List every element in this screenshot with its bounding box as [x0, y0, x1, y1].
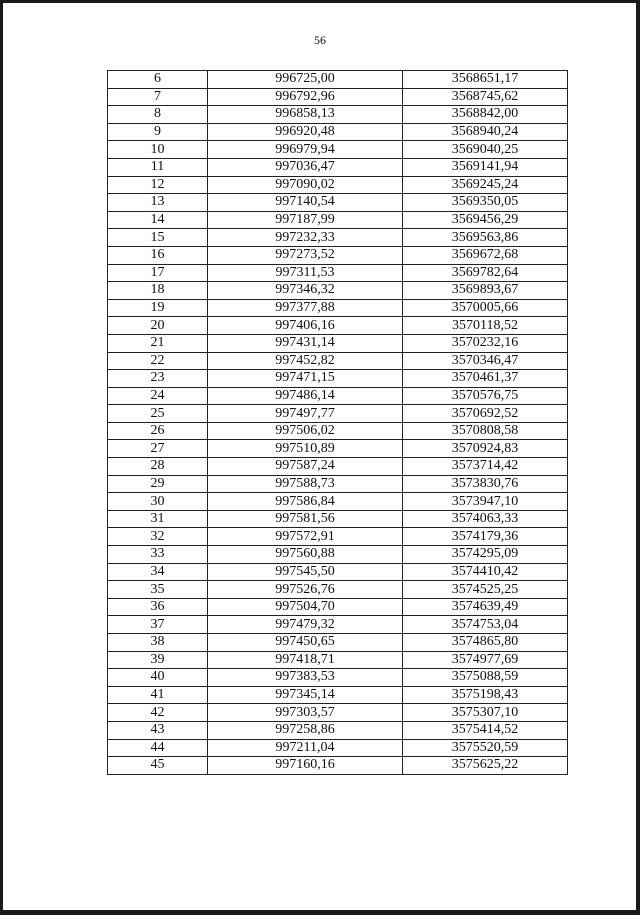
point-number-cell: 18 — [108, 282, 208, 300]
point-number-cell: 25 — [108, 405, 208, 423]
table-row — [108, 510, 568, 528]
y-coordinate-cell: 3569350,05 — [403, 194, 568, 212]
x-coordinate-cell: 997479,32 — [208, 616, 403, 634]
y-coordinate-cell: 3570005,66 — [403, 299, 568, 317]
y-coordinate-cell: 3569893,67 — [403, 282, 568, 300]
x-coordinate-cell: 997452,82 — [208, 352, 403, 370]
x-coordinate-cell: 997586,84 — [208, 493, 403, 511]
y-coordinate-cell: 3570118,52 — [403, 317, 568, 335]
point-number-cell: 37 — [108, 616, 208, 634]
x-coordinate-cell: 997588,73 — [208, 475, 403, 493]
table-row — [108, 141, 568, 159]
table-row — [108, 88, 568, 106]
y-coordinate-cell: 3569456,29 — [403, 211, 568, 229]
x-coordinate-cell: 997504,70 — [208, 598, 403, 616]
y-coordinate-cell: 3575414,52 — [403, 721, 568, 739]
point-number-cell: 10 — [108, 141, 208, 159]
y-coordinate-cell: 3570461,37 — [403, 370, 568, 388]
point-number-cell: 19 — [108, 299, 208, 317]
point-number-cell: 28 — [108, 458, 208, 476]
y-coordinate-cell: 3574295,09 — [403, 546, 568, 564]
y-coordinate-cell: 3574753,04 — [403, 616, 568, 634]
point-number-cell: 17 — [108, 264, 208, 282]
x-coordinate-cell: 997211,04 — [208, 739, 403, 757]
point-number-cell: 35 — [108, 581, 208, 599]
x-coordinate-cell: 997187,99 — [208, 211, 403, 229]
point-number-cell: 15 — [108, 229, 208, 247]
x-coordinate-cell: 997581,56 — [208, 510, 403, 528]
y-coordinate-cell: 3575307,10 — [403, 704, 568, 722]
table-row — [108, 176, 568, 194]
y-coordinate-cell: 3570808,58 — [403, 422, 568, 440]
y-coordinate-cell: 3569782,64 — [403, 264, 568, 282]
x-coordinate-cell: 996979,94 — [208, 141, 403, 159]
y-coordinate-cell: 3573947,10 — [403, 493, 568, 511]
table-row — [108, 475, 568, 493]
y-coordinate-cell: 3574063,33 — [403, 510, 568, 528]
point-number-cell: 26 — [108, 422, 208, 440]
table-row — [108, 458, 568, 476]
table-row — [108, 370, 568, 388]
y-coordinate-cell: 3574865,80 — [403, 634, 568, 652]
x-coordinate-cell: 997303,57 — [208, 704, 403, 722]
table-row — [108, 106, 568, 124]
y-coordinate-cell: 3568940,24 — [403, 123, 568, 141]
point-number-cell: 23 — [108, 370, 208, 388]
point-number-cell: 34 — [108, 563, 208, 581]
x-coordinate-cell: 997346,32 — [208, 282, 403, 300]
point-number-cell: 44 — [108, 739, 208, 757]
x-coordinate-cell: 997510,89 — [208, 440, 403, 458]
y-coordinate-cell: 3568745,62 — [403, 88, 568, 106]
x-coordinate-cell: 996792,96 — [208, 88, 403, 106]
y-coordinate-cell: 3569672,68 — [403, 246, 568, 264]
point-number-cell: 30 — [108, 493, 208, 511]
x-coordinate-cell: 997258,86 — [208, 721, 403, 739]
x-coordinate-cell: 997273,52 — [208, 246, 403, 264]
point-number-cell: 13 — [108, 194, 208, 212]
coordinates-table — [107, 70, 568, 775]
y-coordinate-cell: 3573830,76 — [403, 475, 568, 493]
table-row — [108, 440, 568, 458]
scan-border-top — [0, 0, 640, 3]
table-row — [108, 387, 568, 405]
point-number-cell: 22 — [108, 352, 208, 370]
point-number-cell: 45 — [108, 757, 208, 775]
x-coordinate-cell: 997160,16 — [208, 757, 403, 775]
table-row — [108, 704, 568, 722]
x-coordinate-cell: 997471,15 — [208, 370, 403, 388]
scan-border-bottom — [0, 910, 640, 915]
point-number-cell: 36 — [108, 598, 208, 616]
table-row — [108, 581, 568, 599]
point-number-cell: 7 — [108, 88, 208, 106]
y-coordinate-cell: 3570692,52 — [403, 405, 568, 423]
point-number-cell: 41 — [108, 686, 208, 704]
y-coordinate-cell: 3569040,25 — [403, 141, 568, 159]
y-coordinate-cell: 3574179,36 — [403, 528, 568, 546]
table-row — [108, 616, 568, 634]
x-coordinate-cell: 997450,65 — [208, 634, 403, 652]
y-coordinate-cell: 3569141,94 — [403, 158, 568, 176]
x-coordinate-cell: 997345,14 — [208, 686, 403, 704]
table-row — [108, 158, 568, 176]
y-coordinate-cell: 3570346,47 — [403, 352, 568, 370]
y-coordinate-cell: 3574977,69 — [403, 651, 568, 669]
point-number-cell: 38 — [108, 634, 208, 652]
x-coordinate-cell: 997506,02 — [208, 422, 403, 440]
table-row — [108, 334, 568, 352]
table-row — [108, 211, 568, 229]
point-number-cell: 24 — [108, 387, 208, 405]
point-number-cell: 12 — [108, 176, 208, 194]
scan-border-left — [0, 0, 3, 915]
point-number-cell: 40 — [108, 669, 208, 687]
x-coordinate-cell: 997486,14 — [208, 387, 403, 405]
x-coordinate-cell: 996858,13 — [208, 106, 403, 124]
point-number-cell: 8 — [108, 106, 208, 124]
table-row — [108, 264, 568, 282]
page-number: 56 — [314, 33, 326, 47]
x-coordinate-cell: 996920,48 — [208, 123, 403, 141]
point-number-cell: 14 — [108, 211, 208, 229]
x-coordinate-cell: 997572,91 — [208, 528, 403, 546]
x-coordinate-cell: 997418,71 — [208, 651, 403, 669]
x-coordinate-cell: 996725,00 — [208, 71, 403, 89]
point-number-cell: 9 — [108, 123, 208, 141]
x-coordinate-cell: 997545,50 — [208, 563, 403, 581]
y-coordinate-cell: 3570924,83 — [403, 440, 568, 458]
point-number-cell: 32 — [108, 528, 208, 546]
x-coordinate-cell: 997587,24 — [208, 458, 403, 476]
y-coordinate-cell: 3574410,42 — [403, 563, 568, 581]
y-coordinate-cell: 3568651,17 — [403, 71, 568, 89]
x-coordinate-cell: 997140,54 — [208, 194, 403, 212]
x-coordinate-cell: 997377,88 — [208, 299, 403, 317]
table-row — [108, 246, 568, 264]
table-row — [108, 123, 568, 141]
y-coordinate-cell: 3575198,43 — [403, 686, 568, 704]
table-row — [108, 546, 568, 564]
table-row — [108, 71, 568, 89]
x-coordinate-cell: 997036,47 — [208, 158, 403, 176]
y-coordinate-cell: 3570232,16 — [403, 334, 568, 352]
y-coordinate-cell: 3569563,86 — [403, 229, 568, 247]
table-row — [108, 634, 568, 652]
table-row — [108, 422, 568, 440]
table-row — [108, 352, 568, 370]
coordinates-table-body — [108, 71, 568, 775]
point-number-cell: 33 — [108, 546, 208, 564]
table-row — [108, 299, 568, 317]
point-number-cell: 42 — [108, 704, 208, 722]
table-row — [108, 317, 568, 335]
point-number-cell: 6 — [108, 71, 208, 89]
x-coordinate-cell: 997232,33 — [208, 229, 403, 247]
x-coordinate-cell: 997090,02 — [208, 176, 403, 194]
x-coordinate-cell: 997311,53 — [208, 264, 403, 282]
point-number-cell: 11 — [108, 158, 208, 176]
y-coordinate-cell: 3568842,00 — [403, 106, 568, 124]
point-number-cell: 27 — [108, 440, 208, 458]
point-number-cell: 31 — [108, 510, 208, 528]
table-row — [108, 282, 568, 300]
table-row — [108, 651, 568, 669]
point-number-cell: 43 — [108, 721, 208, 739]
table-row — [108, 528, 568, 546]
table-row — [108, 669, 568, 687]
x-coordinate-cell: 997431,14 — [208, 334, 403, 352]
y-coordinate-cell: 3575625,22 — [403, 757, 568, 775]
y-coordinate-cell: 3574639,49 — [403, 598, 568, 616]
table-row — [108, 739, 568, 757]
point-number-cell: 16 — [108, 246, 208, 264]
table-row — [108, 721, 568, 739]
scan-border-right — [636, 0, 640, 915]
table-row — [108, 405, 568, 423]
x-coordinate-cell: 997560,88 — [208, 546, 403, 564]
table-row — [108, 686, 568, 704]
point-number-cell: 29 — [108, 475, 208, 493]
table-row — [108, 229, 568, 247]
x-coordinate-cell: 997526,76 — [208, 581, 403, 599]
table-row — [108, 598, 568, 616]
point-number-cell: 39 — [108, 651, 208, 669]
point-number-cell: 21 — [108, 334, 208, 352]
x-coordinate-cell: 997497,77 — [208, 405, 403, 423]
table-row — [108, 194, 568, 212]
table-row — [108, 493, 568, 511]
y-coordinate-cell: 3573714,42 — [403, 458, 568, 476]
x-coordinate-cell: 997383,53 — [208, 669, 403, 687]
y-coordinate-cell: 3569245,24 — [403, 176, 568, 194]
x-coordinate-cell: 997406,16 — [208, 317, 403, 335]
table-row — [108, 563, 568, 581]
y-coordinate-cell: 3575088,59 — [403, 669, 568, 687]
point-number-cell: 20 — [108, 317, 208, 335]
y-coordinate-cell: 3570576,75 — [403, 387, 568, 405]
y-coordinate-cell: 3575520,59 — [403, 739, 568, 757]
y-coordinate-cell: 3574525,25 — [403, 581, 568, 599]
table-row — [108, 757, 568, 775]
